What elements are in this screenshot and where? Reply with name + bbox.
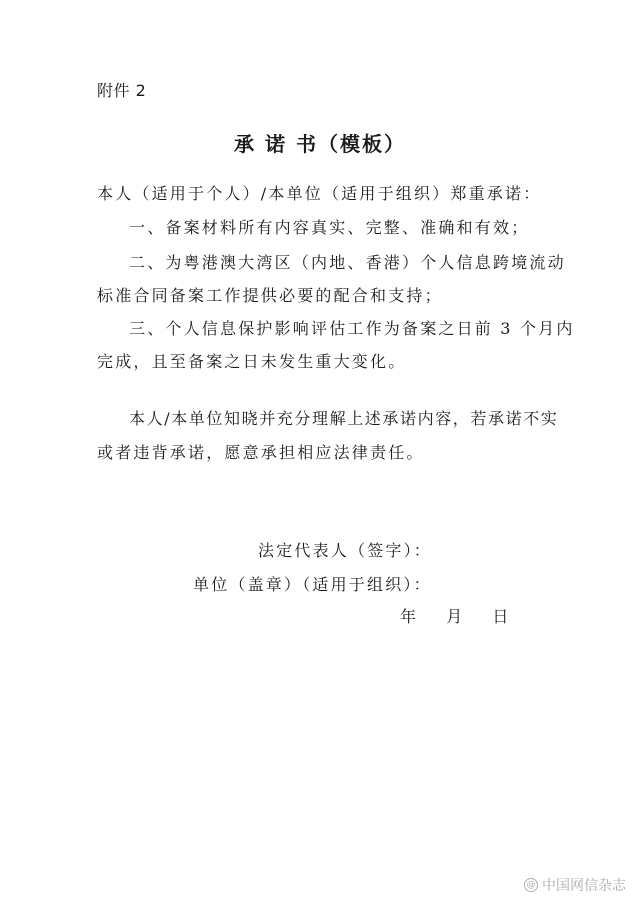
date-month-label: 月 [446, 607, 465, 626]
commitment-item-3-continued: 完成，且至备案之日未发生重大变化。 [97, 352, 407, 371]
unit-seal-label: 单位（盖章）（适用于组织）： [193, 575, 432, 594]
intro-paragraph: 本人（适用于个人）/本单位（适用于组织）郑重承诺： [97, 184, 542, 203]
date-day-label: 日 [492, 607, 511, 626]
commitment-item-1: 一、备案材料所有内容真实、完整、准确和有效； [129, 218, 530, 237]
date-year-label: 年 [400, 607, 419, 626]
commitment-item-3: 三、个人信息保护影响评估工作为备案之日前 3 个月内 [129, 319, 575, 338]
declaration-paragraph-continued: 或者违背承诺，愿意承担相应法律责任。 [97, 443, 425, 462]
at-icon: @ [524, 878, 538, 892]
watermark [524, 875, 626, 895]
commitment-item-2: 二、为粤港澳大湾区（内地、香港）个人信息跨境流动 [129, 253, 566, 272]
document-title: 承 诺 书（模板） [234, 132, 406, 156]
watermark-text: 中国网信杂志 [542, 878, 626, 894]
declaration-paragraph: 本人/本单位知晓并充分理解上述承诺内容，若承诺不实 [129, 409, 559, 428]
attachment-label: 附件 2 [97, 81, 147, 100]
commitment-item-2-continued: 标准合同备案工作提供必要的配合和支持； [97, 286, 443, 305]
date-line [400, 607, 511, 627]
legal-representative-signature-label: 法定代表人（签字）： [258, 541, 433, 560]
